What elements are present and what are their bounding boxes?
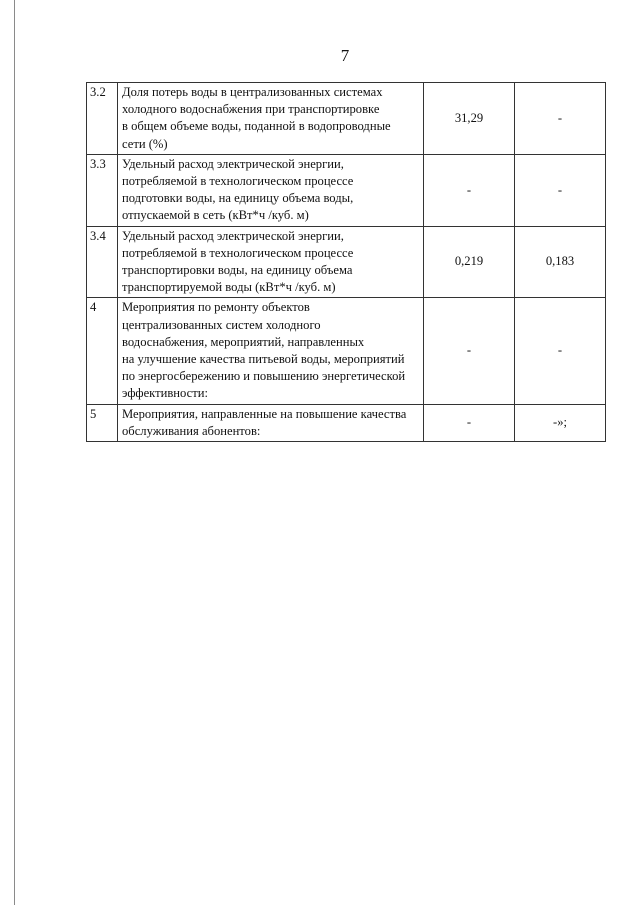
- row-description: [118, 226, 424, 298]
- description-line: отпускаемой в сеть (кВт*ч /куб. м): [122, 208, 309, 223]
- row-number: 3.4: [87, 226, 118, 298]
- row-description: [118, 298, 424, 404]
- page-edge-line: [14, 0, 15, 905]
- description-line: эффективности:: [122, 386, 208, 401]
- row-value-2: -: [515, 298, 606, 404]
- description-line: водоснабжения, мероприятий, направленных: [122, 334, 365, 349]
- row-value-2: -»;: [515, 404, 606, 441]
- page-number: 7: [340, 46, 350, 65]
- description-line: сети (%): [122, 136, 168, 151]
- description-line: транспортировки воды, на единицу объема: [122, 263, 353, 278]
- row-value-1: -: [424, 154, 515, 226]
- row-value-2: -: [515, 154, 606, 226]
- description-line: потребляемой в технологическом процессе: [122, 245, 354, 260]
- row-description: [118, 154, 424, 226]
- row-value-1: 0,219: [424, 226, 515, 298]
- row-description: [118, 404, 424, 441]
- indicators-table: [86, 82, 606, 442]
- table-row: [87, 154, 606, 226]
- description-line: обслуживания абонентов:: [122, 423, 261, 438]
- description-line: Удельный расход электрической энергии,: [122, 228, 344, 243]
- row-number: 5: [87, 404, 118, 441]
- row-description: [118, 83, 424, 155]
- row-number: 3.2: [87, 83, 118, 155]
- description-line: централизованных систем холодного: [122, 317, 321, 332]
- table-row: [87, 298, 606, 404]
- row-value-1: 31,29: [424, 83, 515, 155]
- description-line: на улучшение качества питьевой воды, мероприятий: [122, 352, 405, 367]
- description-line: в общем объеме воды, поданной в водопроводные: [122, 119, 391, 134]
- description-line: Мероприятия по ремонту объектов: [122, 300, 310, 315]
- row-number: 4: [87, 298, 118, 404]
- row-value-1: -: [424, 298, 515, 404]
- row-value-1: -: [424, 404, 515, 441]
- row-value-2: 0,183: [515, 226, 606, 298]
- description-line: Удельный расход электрической энергии,: [122, 156, 344, 171]
- description-line: Мероприятия, направленные на повышение качества: [122, 406, 407, 421]
- description-line: потребляемой в технологическом процессе: [122, 174, 354, 189]
- description-line: по энергосбережению и повышению энергетической: [122, 369, 406, 384]
- table-row: [87, 83, 606, 155]
- description-line: холодного водоснабжения при транспортировке: [122, 102, 380, 117]
- row-number: 3.3: [87, 154, 118, 226]
- row-value-2: -: [515, 83, 606, 155]
- description-line: подготовки воды, на единицу объема воды,: [122, 191, 354, 206]
- table-row: [87, 226, 606, 298]
- table-row: [87, 404, 606, 441]
- description-line: транспортируемой воды (кВт*ч /куб. м): [122, 280, 336, 295]
- description-line: Доля потерь воды в централизованных системах: [122, 85, 383, 99]
